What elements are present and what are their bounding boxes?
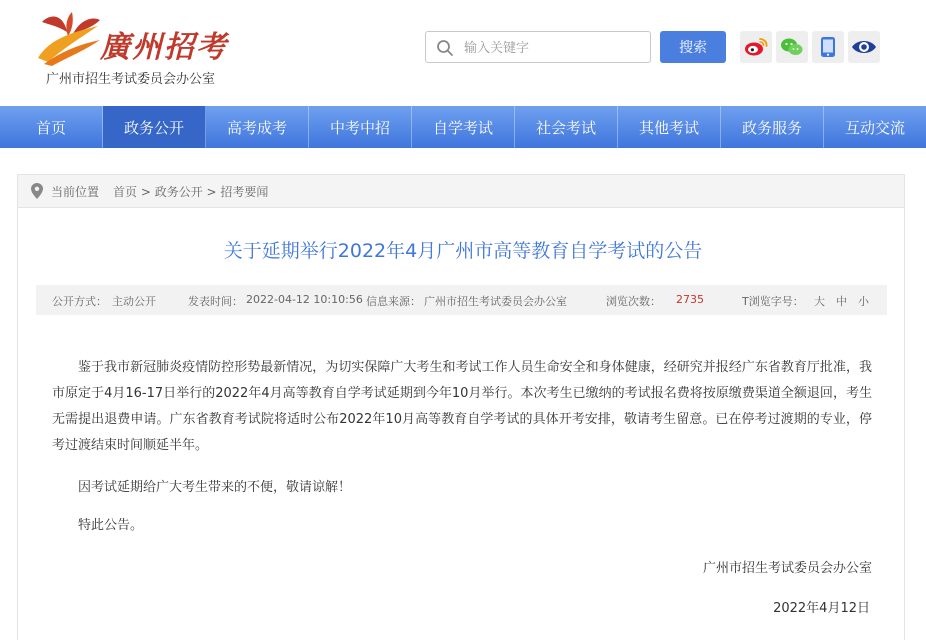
article-paragraph: 鉴于我市新冠肺炎疫情防控形势最新情况，为切实保障广大考生和考试工作人员生命安全和身体健康，经研究并报经广东省教育厅批准，我市原定于4月16-17日举行的2022年4月高等教育自学考试延期到今年10月举行。本次考生已缴纳的考试报名费将按原缴费渠道全额退回，考生无需提出退费申请。广东省教育考试院将适时公布2022年10月高等教育自学考试的具体开考安排，敬请考生留意。已在停考过渡期的专业，停考过渡结束时间顺延半年。	[52, 360, 872, 453]
weibo-icon	[744, 37, 768, 57]
nav-interaction[interactable]: 互动交流	[844, 118, 905, 137]
wechat-icon	[780, 37, 804, 57]
nav-social-exam[interactable]: 社会考试	[515, 106, 618, 148]
breadcrumb	[17, 174, 905, 208]
disclosure-value: 主动公开	[112, 295, 156, 308]
site-header	[0, 0, 926, 100]
article-title: 关于延期举行2022年4月广州市高等教育自学考试的公告	[223, 240, 703, 262]
search-icon	[436, 39, 454, 57]
font-size-small-button[interactable]: 小	[858, 295, 869, 308]
view-count-value: 2735	[676, 293, 704, 306]
location-pin-icon	[31, 183, 43, 199]
font-size-label: T浏览字号：	[742, 295, 804, 308]
eye-icon	[851, 38, 877, 56]
wechat-button[interactable]	[776, 31, 808, 63]
publish-date-value: 2022-04-12 10:10:56	[246, 293, 363, 306]
article-signature: 广州市招生考试委员会办公室	[702, 561, 872, 576]
source-label: 信息来源：	[366, 295, 421, 308]
search-button[interactable]: 搜索	[660, 31, 726, 63]
nav-zhongkao[interactable]: 中考中招	[309, 106, 412, 148]
article-paragraph: 因考试延期给广大考生带来的不便，敬请谅解！	[78, 480, 352, 495]
nav-other-exams[interactable]: 其他考试	[618, 106, 721, 148]
article-date: 2022年4月12日	[773, 601, 870, 616]
disclosure-label: 公开方式：	[52, 295, 107, 308]
nav-government-services[interactable]: 政务服务	[721, 106, 824, 148]
logo-title: 廣州招考	[100, 30, 228, 65]
mobile-button[interactable]	[812, 31, 844, 63]
font-size-medium-button[interactable]: 中	[836, 295, 847, 308]
weibo-button[interactable]	[740, 31, 772, 63]
accessibility-button[interactable]	[848, 31, 880, 63]
article-meta-bar	[36, 285, 887, 315]
search-input[interactable]	[462, 32, 646, 64]
logo-subtitle: 广州市招生考试委员会办公室	[46, 72, 216, 87]
source-value: 广州市招生考试委员会办公室	[424, 295, 567, 308]
main-nav	[0, 106, 926, 148]
breadcrumb-label: 当前位置	[51, 184, 100, 199]
font-size-large-button[interactable]: 大	[814, 295, 825, 308]
article-paragraph: 特此公告。	[78, 518, 144, 533]
nav-self-study-exam[interactable]: 自学考试	[412, 106, 515, 148]
nav-government-affairs[interactable]: 政务公开	[103, 106, 206, 148]
breadcrumb-path[interactable]: 首页 > 政务公开 > 招考要闻	[113, 184, 269, 199]
mobile-icon	[819, 36, 837, 58]
kapok-flower-logo-icon	[34, 8, 104, 68]
site-logo[interactable]	[34, 8, 234, 88]
nav-gaokao[interactable]: 高考成考	[206, 106, 309, 148]
publish-date-label: 发表时间：	[188, 295, 243, 308]
view-count-label: 浏览次数：	[606, 295, 661, 308]
search-box	[425, 31, 651, 63]
nav-home[interactable]: 首页	[0, 106, 103, 148]
